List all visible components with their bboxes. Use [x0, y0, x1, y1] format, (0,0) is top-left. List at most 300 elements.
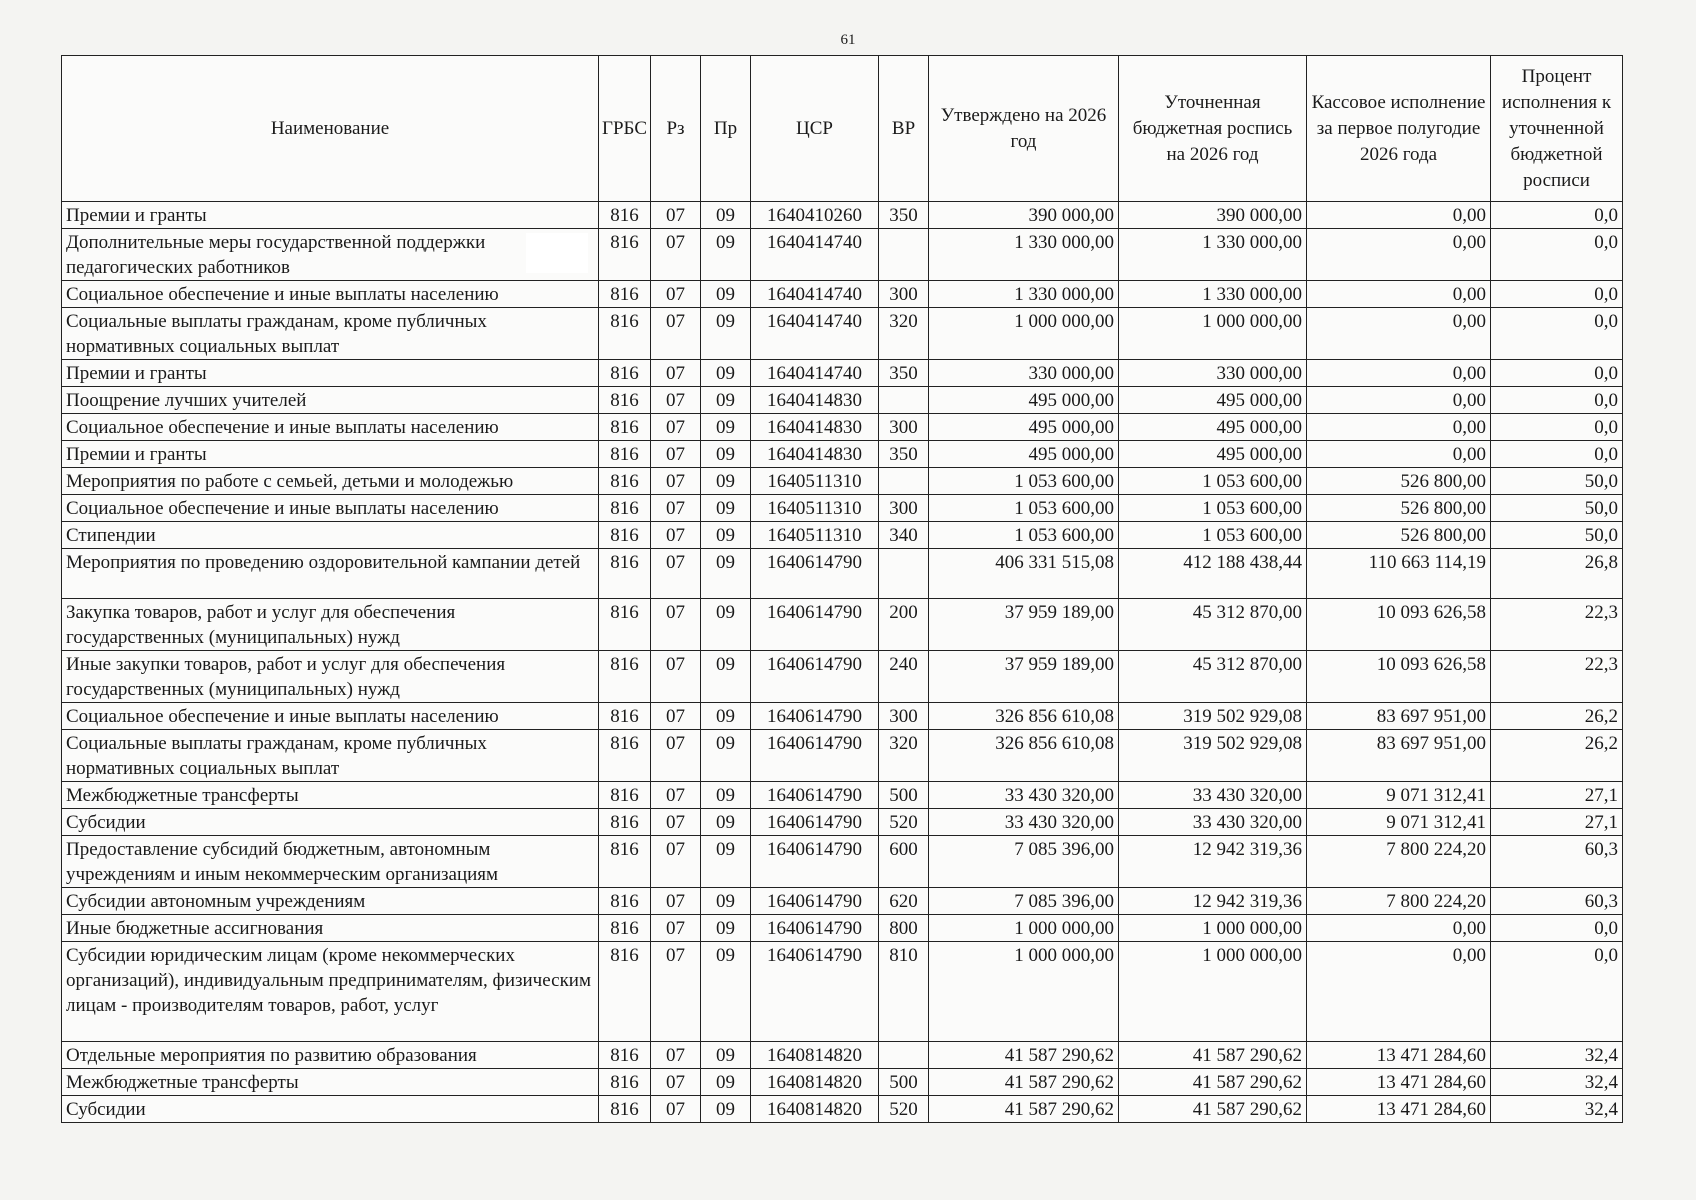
cell-approved — [929, 730, 1119, 782]
cell-cash — [1307, 1096, 1491, 1123]
cell-refined — [1119, 1042, 1307, 1069]
cell-grbs-text: 816 — [610, 498, 639, 519]
cell-cash — [1307, 468, 1491, 495]
cell-vr — [879, 782, 929, 809]
cell-percent — [1491, 1069, 1623, 1096]
cell-rz — [651, 888, 701, 915]
cell-percent — [1491, 942, 1623, 1042]
cell-approved — [929, 495, 1119, 522]
cell-rz — [651, 703, 701, 730]
cell-csr-text: 1640614790 — [767, 918, 863, 939]
table-row — [62, 522, 1623, 549]
cell-pr — [701, 703, 751, 730]
cell-cash-text: 83 697 951,00 — [1376, 706, 1487, 727]
cell-approved — [929, 836, 1119, 888]
cell-name — [62, 414, 599, 441]
cell-name — [62, 915, 599, 942]
cell-cash — [1307, 414, 1491, 441]
cell-cash-text: 0,00 — [1452, 232, 1487, 253]
cell-percent-text: 50,0 — [1584, 471, 1619, 492]
cell-rz — [651, 1096, 701, 1123]
cell-rz-text: 07 — [666, 471, 686, 492]
table-row — [62, 414, 1623, 441]
cell-pr — [701, 915, 751, 942]
cell-cash-text: 7 800 224,20 — [1386, 891, 1487, 912]
cell-vr — [879, 495, 929, 522]
cell-rz-text: 07 — [666, 284, 686, 305]
cell-pr — [701, 599, 751, 651]
cell-name-text: Иные закупки товаров, работ и услуг для обеспечения государственных (муниципальных) нужд — [66, 654, 506, 700]
cell-cash — [1307, 836, 1491, 888]
cell-rz-text: 07 — [666, 552, 686, 573]
cell-percent-text: 0,0 — [1594, 363, 1619, 384]
cell-name — [62, 202, 599, 229]
cell-csr-text: 1640414740 — [767, 284, 863, 305]
cell-refined-text: 319 502 929,08 — [1183, 706, 1303, 727]
cell-refined-text: 1 330 000,00 — [1202, 232, 1303, 253]
cell-rz — [651, 441, 701, 468]
cell-cash — [1307, 915, 1491, 942]
cell-vr — [879, 360, 929, 387]
cell-pr-text: 09 — [716, 363, 736, 384]
cell-csr — [751, 414, 879, 441]
cell-cash-text: 10 093 626,58 — [1376, 602, 1487, 623]
cell-rz-text: 07 — [666, 498, 686, 519]
cell-name-text: Поощрение лучших учителей — [66, 390, 307, 411]
cell-rz-text: 07 — [666, 654, 686, 675]
cell-pr-text: 09 — [716, 918, 736, 939]
cell-cash-text: 0,00 — [1452, 363, 1487, 384]
cell-approved — [929, 1096, 1119, 1123]
cell-pr-text: 09 — [716, 417, 736, 438]
cell-approved — [929, 1042, 1119, 1069]
cell-grbs — [599, 942, 651, 1042]
cell-csr-text: 1640614790 — [767, 785, 863, 806]
cell-csr-text: 1640414740 — [767, 363, 863, 384]
cell-name-text: Отдельные мероприятия по развитию образования — [66, 1045, 477, 1066]
cell-csr-text: 1640814820 — [767, 1099, 863, 1120]
cell-grbs — [599, 703, 651, 730]
table-row — [62, 468, 1623, 495]
cell-grbs-text: 816 — [610, 417, 639, 438]
cell-cash-text: 0,00 — [1452, 444, 1487, 465]
cell-refined — [1119, 522, 1307, 549]
cell-pr — [701, 202, 751, 229]
cell-approved — [929, 915, 1119, 942]
cell-grbs — [599, 1096, 651, 1123]
cell-percent-text: 26,2 — [1584, 706, 1619, 727]
cell-cash — [1307, 730, 1491, 782]
cell-percent-text: 32,4 — [1584, 1072, 1619, 1093]
cell-rz — [651, 229, 701, 281]
cell-pr — [701, 441, 751, 468]
cell-cash — [1307, 651, 1491, 703]
table-row — [62, 308, 1623, 360]
cell-pr-text: 09 — [716, 205, 736, 226]
cell-rz-text: 07 — [666, 1072, 686, 1093]
cell-approved-text: 495 000,00 — [1028, 417, 1115, 438]
cell-vr — [879, 915, 929, 942]
cell-approved-text: 1 000 000,00 — [1014, 945, 1115, 966]
cell-approved-text: 1 330 000,00 — [1014, 232, 1115, 253]
cell-grbs-text: 816 — [610, 654, 639, 675]
cell-pr-text: 09 — [716, 552, 736, 573]
cell-cash-text: 526 800,00 — [1400, 525, 1487, 546]
cell-pr — [701, 1042, 751, 1069]
cell-vr-text: 350 — [889, 205, 918, 226]
cell-approved — [929, 549, 1119, 599]
cell-percent — [1491, 495, 1623, 522]
cell-approved-text: 326 856 610,08 — [995, 733, 1115, 754]
cell-refined-text: 33 430 320,00 — [1192, 812, 1303, 833]
cell-vr-text: 500 — [889, 785, 918, 806]
cell-vr-text: 320 — [889, 733, 918, 754]
cell-vr — [879, 1042, 929, 1069]
cell-pr-text: 09 — [716, 654, 736, 675]
cell-csr — [751, 599, 879, 651]
cell-rz-text: 07 — [666, 602, 686, 623]
cell-pr — [701, 308, 751, 360]
cell-percent — [1491, 414, 1623, 441]
cell-approved-text: 495 000,00 — [1028, 444, 1115, 465]
table-row — [62, 782, 1623, 809]
cell-csr — [751, 1069, 879, 1096]
budget-table — [61, 55, 1623, 1123]
cell-csr-text: 1640414830 — [767, 417, 863, 438]
cell-csr — [751, 703, 879, 730]
cell-csr-text: 1640511310 — [767, 498, 862, 519]
col-header-vr: ВР — [879, 56, 929, 202]
cell-grbs-text: 816 — [610, 918, 639, 939]
cell-refined — [1119, 1069, 1307, 1096]
cell-name-text: Предоставление субсидий бюджетным, автономным учреждениям и иным некоммерческим организациям — [66, 839, 499, 885]
col-header-name: Наименование — [62, 56, 599, 202]
cell-grbs-text: 816 — [610, 839, 639, 860]
cell-approved — [929, 360, 1119, 387]
cell-name — [62, 730, 599, 782]
cell-percent — [1491, 1042, 1623, 1069]
cell-grbs-text: 816 — [610, 232, 639, 253]
cell-rz-text: 07 — [666, 390, 686, 411]
cell-percent — [1491, 229, 1623, 281]
cell-vr — [879, 468, 929, 495]
cell-cash — [1307, 202, 1491, 229]
col-header-rz: Рз — [651, 56, 701, 202]
cell-pr-text: 09 — [716, 812, 736, 833]
cell-grbs-text: 816 — [610, 471, 639, 492]
cell-refined — [1119, 414, 1307, 441]
cell-grbs-text: 816 — [610, 706, 639, 727]
cell-percent-text: 27,1 — [1584, 785, 1619, 806]
cell-csr-text: 1640614790 — [767, 706, 863, 727]
cell-name — [62, 836, 599, 888]
cell-refined — [1119, 441, 1307, 468]
cell-refined — [1119, 1096, 1307, 1123]
cell-cash — [1307, 360, 1491, 387]
cell-rz — [651, 942, 701, 1042]
cell-rz-text: 07 — [666, 785, 686, 806]
cell-refined — [1119, 915, 1307, 942]
cell-csr — [751, 441, 879, 468]
cell-approved-text: 1 000 000,00 — [1014, 918, 1115, 939]
cell-name-text: Социальное обеспечение и иные выплаты населению — [66, 706, 499, 727]
cell-grbs-text: 816 — [610, 1099, 639, 1120]
cell-approved — [929, 703, 1119, 730]
cell-grbs — [599, 229, 651, 281]
cell-percent — [1491, 202, 1623, 229]
cell-pr-text: 09 — [716, 602, 736, 623]
cell-cash — [1307, 522, 1491, 549]
cell-refined-text: 45 312 870,00 — [1192, 654, 1303, 675]
cell-percent — [1491, 1096, 1623, 1123]
cell-name-text: Субсидии — [66, 1099, 146, 1120]
cell-percent-text: 32,4 — [1584, 1099, 1619, 1120]
cell-vr — [879, 522, 929, 549]
cell-cash-text: 7 800 224,20 — [1386, 839, 1487, 860]
cell-rz-text: 07 — [666, 839, 686, 860]
cell-cash-text: 9 071 312,41 — [1386, 812, 1487, 833]
cell-csr — [751, 809, 879, 836]
cell-rz-text: 07 — [666, 812, 686, 833]
cell-rz-text: 07 — [666, 525, 686, 546]
cell-rz-text: 07 — [666, 918, 686, 939]
cell-percent — [1491, 730, 1623, 782]
cell-pr-text: 09 — [716, 498, 736, 519]
cell-pr — [701, 1069, 751, 1096]
cell-refined-text: 495 000,00 — [1216, 390, 1303, 411]
cell-refined-text: 1 000 000,00 — [1202, 918, 1303, 939]
cell-csr — [751, 495, 879, 522]
cell-approved-text: 1 053 600,00 — [1014, 498, 1115, 519]
cell-grbs-text: 816 — [610, 363, 639, 384]
cell-approved-text: 41 587 290,62 — [1004, 1099, 1115, 1120]
cell-approved-text: 7 085 396,00 — [1014, 839, 1115, 860]
table-row — [62, 441, 1623, 468]
cell-name-text: Дополнительные меры государственной поддержки педагогических работников — [66, 232, 486, 278]
cell-refined — [1119, 495, 1307, 522]
cell-name — [62, 599, 599, 651]
cell-percent-text: 0,0 — [1594, 232, 1619, 253]
cell-cash-text: 0,00 — [1452, 390, 1487, 411]
cell-refined-text: 1 053 600,00 — [1202, 498, 1303, 519]
cell-percent — [1491, 888, 1623, 915]
cell-grbs — [599, 387, 651, 414]
cell-csr — [751, 522, 879, 549]
cell-approved — [929, 308, 1119, 360]
cell-percent — [1491, 549, 1623, 599]
cell-csr — [751, 1042, 879, 1069]
cell-rz — [651, 414, 701, 441]
table-row — [62, 730, 1623, 782]
cell-rz — [651, 599, 701, 651]
cell-vr — [879, 942, 929, 1042]
cell-grbs-text: 816 — [610, 1072, 639, 1093]
cell-grbs — [599, 308, 651, 360]
cell-vr — [879, 703, 929, 730]
cell-refined — [1119, 730, 1307, 782]
cell-pr — [701, 495, 751, 522]
cell-cash — [1307, 281, 1491, 308]
cell-approved-text: 1 053 600,00 — [1014, 525, 1115, 546]
cell-approved — [929, 651, 1119, 703]
cell-cash-text: 13 471 284,60 — [1376, 1045, 1487, 1066]
cell-csr — [751, 942, 879, 1042]
cell-percent-text: 0,0 — [1594, 311, 1619, 332]
cell-pr-text: 09 — [716, 706, 736, 727]
cell-csr-text: 1640614790 — [767, 945, 863, 966]
cell-pr — [701, 229, 751, 281]
cell-percent-text: 0,0 — [1594, 284, 1619, 305]
cell-pr — [701, 281, 751, 308]
cell-refined-text: 45 312 870,00 — [1192, 602, 1303, 623]
cell-pr-text: 09 — [716, 525, 736, 546]
cell-grbs-text: 816 — [610, 311, 639, 332]
cell-vr-text: 200 — [889, 602, 918, 623]
cell-refined-text: 12 942 319,36 — [1192, 839, 1303, 860]
cell-vr-text: 240 — [889, 654, 918, 675]
cell-percent-text: 22,3 — [1584, 602, 1619, 623]
col-header-percent: Процент исполнения к уточненной бюджетной росписи — [1491, 56, 1623, 202]
table-row — [62, 942, 1623, 1042]
cell-rz-text: 07 — [666, 945, 686, 966]
cell-cash-text: 13 471 284,60 — [1376, 1099, 1487, 1120]
cell-csr-text: 1640511310 — [767, 525, 862, 546]
table-body — [62, 202, 1623, 1123]
cell-vr-text: 620 — [889, 891, 918, 912]
cell-rz — [651, 1042, 701, 1069]
table-row — [62, 599, 1623, 651]
cell-pr-text: 09 — [716, 785, 736, 806]
cell-rz-text: 07 — [666, 891, 686, 912]
cell-csr — [751, 360, 879, 387]
cell-cash — [1307, 308, 1491, 360]
cell-refined-text: 1 000 000,00 — [1202, 311, 1303, 332]
cell-pr-text: 09 — [716, 839, 736, 860]
cell-approved — [929, 281, 1119, 308]
cell-approved-text: 33 430 320,00 — [1004, 812, 1115, 833]
cell-percent-text: 60,3 — [1584, 839, 1619, 860]
cell-approved-text: 406 331 515,08 — [995, 552, 1115, 573]
cell-grbs — [599, 651, 651, 703]
cell-name-text: Мероприятия по проведению оздоровительной кампании детей — [66, 552, 581, 573]
cell-pr — [701, 468, 751, 495]
cell-rz-text: 07 — [666, 363, 686, 384]
cell-grbs — [599, 809, 651, 836]
cell-refined — [1119, 281, 1307, 308]
cell-percent-text: 0,0 — [1594, 444, 1619, 465]
cell-percent-text: 26,8 — [1584, 552, 1619, 573]
cell-approved — [929, 1069, 1119, 1096]
cell-vr — [879, 414, 929, 441]
cell-vr-text: 350 — [889, 444, 918, 465]
cell-pr — [701, 836, 751, 888]
cell-rz — [651, 468, 701, 495]
table-row — [62, 836, 1623, 888]
table-header-row — [62, 56, 1623, 202]
cell-pr-text: 09 — [716, 232, 736, 253]
cell-cash-text: 526 800,00 — [1400, 471, 1487, 492]
cell-cash-text: 110 663 114,19 — [1368, 552, 1487, 573]
cell-pr — [701, 1096, 751, 1123]
table-row — [62, 651, 1623, 703]
cell-refined-text: 319 502 929,08 — [1183, 733, 1303, 754]
cell-name-text: Субсидии юридическим лицам (кроме некоммерческих организаций), индивидуальным предпринимателям, физическим лицам - производителям товаров, работ, услуг — [66, 945, 591, 1016]
cell-vr — [879, 281, 929, 308]
cell-csr-text: 1640511310 — [767, 471, 862, 492]
cell-vr — [879, 836, 929, 888]
cell-percent-text: 0,0 — [1594, 205, 1619, 226]
col-header-csr: ЦСР — [751, 56, 879, 202]
cell-name-text: Субсидии автономным учреждениям — [66, 891, 366, 912]
table-row — [62, 809, 1623, 836]
table-row — [62, 360, 1623, 387]
cell-pr — [701, 782, 751, 809]
cell-vr — [879, 730, 929, 782]
cell-grbs-text: 816 — [610, 945, 639, 966]
cell-rz — [651, 549, 701, 599]
cell-csr-text: 1640814820 — [767, 1072, 863, 1093]
cell-approved-text: 1 330 000,00 — [1014, 284, 1115, 305]
cell-refined — [1119, 468, 1307, 495]
cell-pr-text: 09 — [716, 1099, 736, 1120]
cell-grbs-text: 816 — [610, 390, 639, 411]
cell-name — [62, 1096, 599, 1123]
cell-refined — [1119, 942, 1307, 1042]
cell-approved — [929, 599, 1119, 651]
cell-name — [62, 229, 599, 281]
cell-percent — [1491, 441, 1623, 468]
cell-rz — [651, 308, 701, 360]
cell-csr-text: 1640414830 — [767, 390, 863, 411]
table-row — [62, 1069, 1623, 1096]
col-header-pr: Пр — [701, 56, 751, 202]
cell-percent-text: 50,0 — [1584, 498, 1619, 519]
cell-cash — [1307, 1069, 1491, 1096]
cell-approved-text: 326 856 610,08 — [995, 706, 1115, 727]
cell-rz-text: 07 — [666, 205, 686, 226]
cell-refined — [1119, 836, 1307, 888]
cell-cash — [1307, 942, 1491, 1042]
cell-csr-text: 1640614790 — [767, 839, 863, 860]
cell-rz-text: 07 — [666, 311, 686, 332]
cell-name — [62, 308, 599, 360]
cell-vr-text: 810 — [889, 945, 918, 966]
cell-cash-text: 10 093 626,58 — [1376, 654, 1487, 675]
cell-rz — [651, 360, 701, 387]
cell-refined-text: 41 587 290,62 — [1192, 1099, 1303, 1120]
cell-vr — [879, 809, 929, 836]
cell-name-text: Социальное обеспечение и иные выплаты населению — [66, 417, 499, 438]
cell-cash — [1307, 703, 1491, 730]
cell-approved — [929, 782, 1119, 809]
cell-cash-text: 0,00 — [1452, 205, 1487, 226]
cell-csr — [751, 730, 879, 782]
table-row — [62, 387, 1623, 414]
cell-csr-text: 1640414740 — [767, 311, 863, 332]
cell-refined — [1119, 360, 1307, 387]
cell-cash — [1307, 441, 1491, 468]
cell-grbs — [599, 281, 651, 308]
cell-csr — [751, 387, 879, 414]
cell-rz — [651, 915, 701, 942]
table-row — [62, 281, 1623, 308]
cell-percent — [1491, 281, 1623, 308]
cell-refined-text: 41 587 290,62 — [1192, 1045, 1303, 1066]
cell-cash-text: 0,00 — [1452, 417, 1487, 438]
cell-approved-text: 33 430 320,00 — [1004, 785, 1115, 806]
col-header-grbs: ГРБС — [599, 56, 651, 202]
cell-cash — [1307, 495, 1491, 522]
